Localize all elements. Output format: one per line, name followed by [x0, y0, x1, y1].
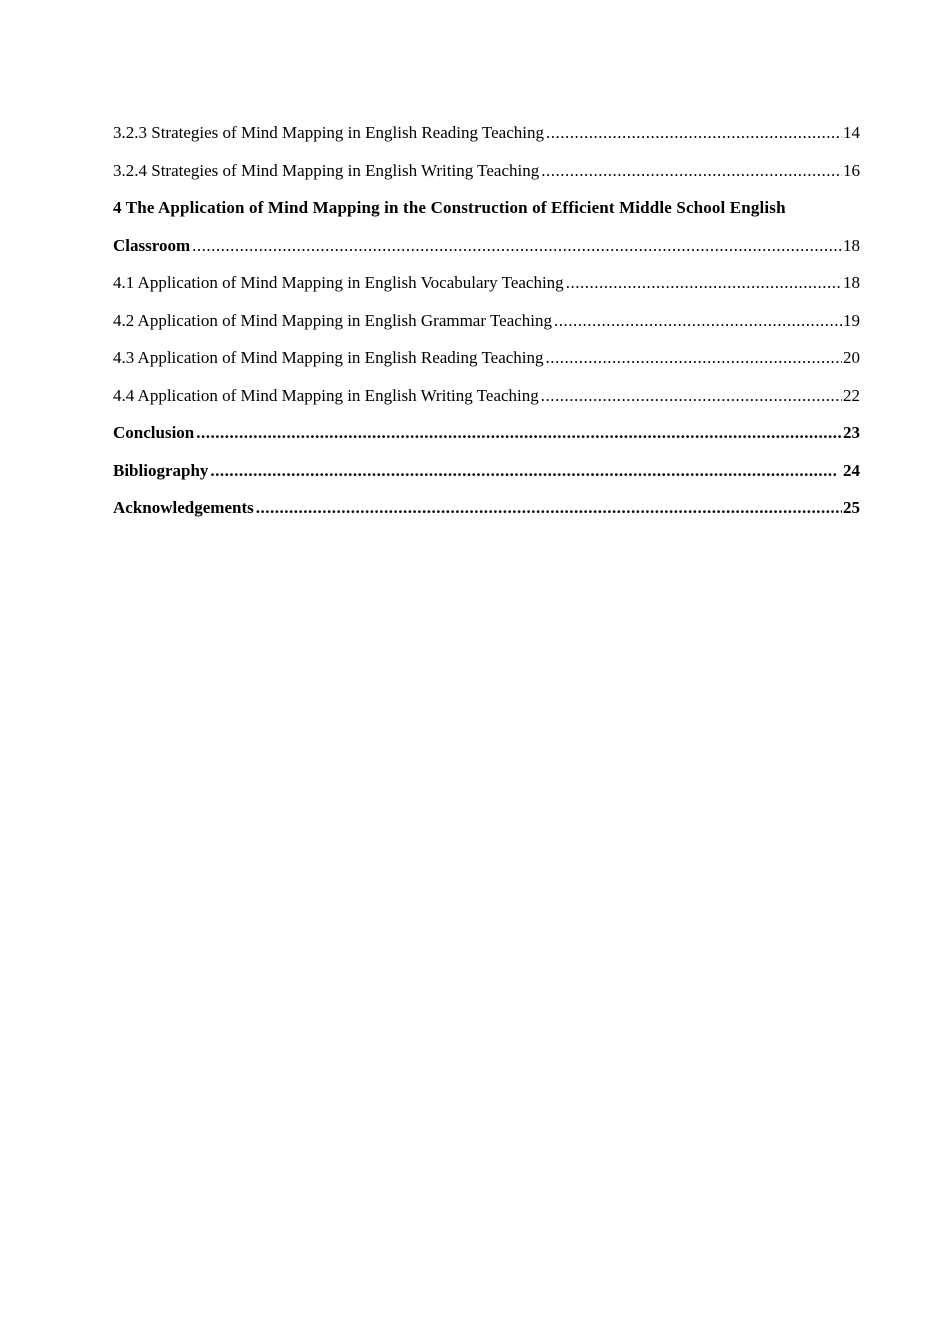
toc-entry-4-3[interactable] — [113, 344, 860, 382]
toc-entry-page: 16 — [843, 160, 860, 180]
dot-leader — [541, 157, 842, 185]
toc-entry-3-2-4[interactable] — [113, 157, 860, 195]
dot-leader — [546, 344, 842, 372]
toc-entry-page: 24 — [843, 460, 860, 480]
toc-entry-acknowledgements[interactable] — [113, 494, 860, 532]
toc-entry-page: 18 — [843, 273, 860, 292]
toc-entry-4-1[interactable] — [113, 269, 860, 307]
dot-leader — [256, 494, 842, 522]
toc-entry-page: 23 — [843, 423, 860, 442]
toc-entry-title: 4.2 Application of Mind Mapping in English Grammar Teaching — [113, 310, 553, 330]
table-of-contents — [113, 119, 860, 532]
toc-entry-chapter-4[interactable] — [113, 194, 860, 232]
toc-entry-title: Bibliography — [113, 460, 209, 480]
toc-entry-bibliography[interactable] — [113, 457, 860, 495]
toc-entry-3-2-3[interactable] — [113, 119, 860, 157]
toc-entry-title: Conclusion — [113, 423, 195, 442]
dot-leader — [196, 419, 842, 447]
dot-leader — [541, 382, 842, 410]
toc-entry-chapter-4-continued[interactable] — [113, 232, 860, 270]
toc-entry-4-2[interactable] — [113, 307, 860, 345]
dot-leader — [566, 269, 842, 297]
toc-entry-title: Classroom — [113, 235, 191, 255]
toc-entry-title: 4 The Application of Mind Mapping in the Construction of Efficient Middle School English — [113, 198, 786, 217]
dot-leader — [210, 457, 838, 485]
toc-entry-title: 4.1 Application of Mind Mapping in English Vocabulary Teaching — [113, 273, 564, 292]
dot-leader — [554, 307, 842, 335]
toc-entry-title: 3.2.4 Strategies of Mind Mapping in English Writing Teaching — [113, 160, 540, 180]
toc-entry-4-4[interactable] — [113, 382, 860, 420]
toc-entry-page: 19 — [843, 310, 860, 330]
toc-entry-title: 4.4 Application of Mind Mapping in English Writing Teaching — [113, 385, 539, 405]
toc-entry-page: 25 — [843, 498, 860, 517]
dot-leader — [546, 119, 842, 147]
toc-entry-title: 4.3 Application of Mind Mapping in English Reading Teaching — [113, 348, 544, 367]
toc-entry-title: 3.2.3 Strategies of Mind Mapping in English Reading Teaching — [113, 123, 544, 142]
toc-entry-page: 14 — [843, 123, 860, 142]
toc-entry-page: 18 — [843, 235, 860, 255]
toc-entry-page: 20 — [843, 348, 860, 367]
toc-entry-conclusion[interactable] — [113, 419, 860, 457]
toc-entry-page: 22 — [843, 385, 860, 405]
dot-leader — [192, 232, 842, 260]
toc-entry-title: Acknowledgements — [113, 498, 254, 517]
